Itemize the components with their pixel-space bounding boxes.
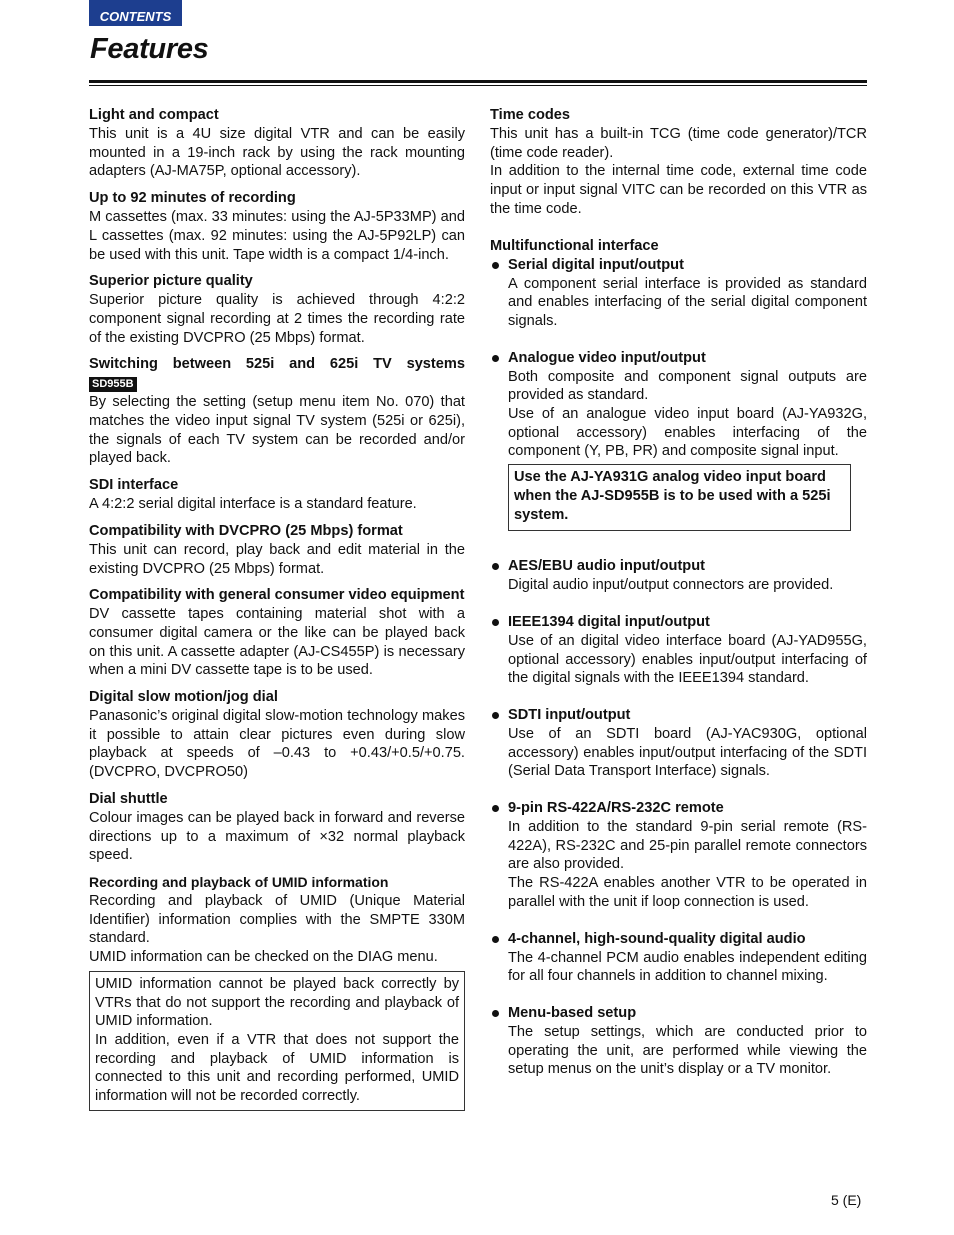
section-time-codes xyxy=(490,106,867,219)
item-heading-text: SDTI input/output xyxy=(508,706,631,723)
section-sdi-interface xyxy=(89,476,465,514)
model-badge: SD955B xyxy=(89,377,137,392)
page-number: 5 (E) xyxy=(831,1192,862,1208)
contents-button[interactable] xyxy=(89,0,182,26)
section-body: UMID information can be checked on the DIAG menu. xyxy=(89,949,438,966)
section-dvcpro-compatibility xyxy=(89,522,465,578)
item-body: Use of an analogue video input board (AJ-YA932G, optional accessory) enables interfacing of the component (Y, PB, PR) and composite signal input. xyxy=(508,406,867,460)
item-heading xyxy=(508,349,867,368)
item-rs422-remote xyxy=(490,799,867,912)
contents-label: CONTENTS xyxy=(99,9,172,24)
section-slow-motion xyxy=(89,688,465,782)
section-heading: Recording and playback of UMID information xyxy=(89,873,389,890)
section-heading: Light and compact xyxy=(89,107,219,123)
item-heading-text: 9-pin RS-422A/RS-232C remote xyxy=(508,800,724,817)
item-body: Both composite and component signal outputs are provided as standard. xyxy=(508,368,867,404)
item-body: The RS-422A enables another VTR to be operated in parallel with the unit if loop connection is used. xyxy=(508,875,867,910)
item-heading xyxy=(508,799,867,818)
item-heading xyxy=(508,706,867,725)
item-heading-text: Serial digital input/output xyxy=(508,256,684,273)
section-body: This unit has a built-in TCG (time code generator)/TCR (time code reader). xyxy=(490,126,867,161)
item-serial-digital xyxy=(490,256,867,331)
title-divider xyxy=(89,80,867,86)
item-aes-ebu xyxy=(490,557,867,595)
section-body: DV cassette tapes containing material shot with a consumer digital camera or the like can be played back on this unit. A cassette adapter (AJ-CS455P) is necessary when a mini DV cassette tape is to be used. xyxy=(89,606,465,679)
section-body: This unit can record, play back and edit material in the existing DVCPRO (25 Mbps) format. xyxy=(89,541,465,577)
item-body: A component serial interface is provided as standard and enables interfacing of the serial digital component signals. xyxy=(508,275,867,329)
bullet-icon xyxy=(492,262,499,269)
note-text: UMID information cannot be played back correctly by VTRs that do not support the recording and playback of UMID information. xyxy=(95,975,459,1030)
section-heading: Digital slow motion/jog dial xyxy=(89,689,278,706)
section-body: M cassettes (max. 33 minutes: using the AJ-5P33MP) and L cassettes (max. 92 minutes: using the AJ-5P92LP) can be used with this unit. Tape width is a compact 1/4-inch. xyxy=(89,209,465,263)
section-heading: Time codes xyxy=(490,107,571,123)
section-body: Colour images can be played back in forward and reverse directions up to a maximum of ×32 normal playback speed. xyxy=(89,809,465,864)
item-ieee1394 xyxy=(490,613,867,688)
section-heading: Compatibility with DVCPRO (25 Mbps) format xyxy=(89,522,403,539)
item-heading xyxy=(508,1004,867,1023)
section-body: By selecting the setting (setup menu item No. 070) that matches the video input signal TV system (525i or 625i), the signals of each TV system can be recorded and/or played back. xyxy=(89,394,465,467)
item-body: In addition to the standard 9-pin serial remote (RS-422A), RS-232C and 25-pin parallel remote connectors are also provided. xyxy=(508,819,867,873)
section-dial-shuttle xyxy=(89,790,465,865)
section-body: Superior picture quality is achieved through 4:2:2 component signal recording at 2 times the recording rate of the existing DVCPRO (25 Mbps) format. xyxy=(89,292,465,346)
item-4ch-audio xyxy=(490,930,867,986)
bullet-icon xyxy=(492,563,499,570)
item-menu-setup xyxy=(490,1004,867,1079)
item-body: Use of an SDTI board (AJ-YAC930G, optional accessory) enables input/output interfacing of the SDTI (Serial Data Transport Interface) signals. xyxy=(508,725,867,780)
bullet-icon xyxy=(492,712,499,719)
section-picture-quality xyxy=(89,272,465,347)
section-umid xyxy=(89,873,465,1111)
section-heading: Superior picture quality xyxy=(89,273,253,290)
item-body: The setup settings, which are conducted prior to operating the unit, are performed while viewing the setup menus on the unit’s display or a TV monitor. xyxy=(508,1023,867,1078)
section-heading: Compatibility with general consumer video equipment xyxy=(89,587,465,604)
section-multifunctional-interface xyxy=(490,237,867,1080)
item-body: Use of an digital video interface board (AJ-YAD955G, optional accessory) enables input/output interfacing of the digital signals with the IEEE1394 standard. xyxy=(508,632,867,687)
item-sdti xyxy=(490,706,867,781)
bullet-icon xyxy=(492,619,499,626)
bullet-icon xyxy=(492,1010,499,1017)
item-heading xyxy=(508,930,867,949)
section-heading: Multifunctional interface xyxy=(490,237,659,254)
section-body: A 4:2:2 serial digital interface is a standard feature. xyxy=(89,496,417,513)
item-body: Digital audio input/output connectors are provided. xyxy=(508,577,834,594)
section-light-compact xyxy=(89,106,465,181)
right-column xyxy=(490,106,867,1079)
section-body: This unit is a 4U size digital VTR and can be easily mounted in a 19-inch rack by using the rack mounting adapters (AJ-MA75P, optional accessory). xyxy=(89,126,465,180)
item-heading xyxy=(508,256,867,275)
section-body: In addition to the internal time code, external time code input or input signal VITC can be recorded on this VTR as the time code. xyxy=(490,163,867,217)
item-heading xyxy=(508,613,867,632)
item-analogue-video xyxy=(490,349,867,532)
item-heading xyxy=(508,557,867,576)
analog-board-warning: Use the AJ-YA931G analog video input board when the AJ-SD955B is to be used with a 525i system. xyxy=(508,464,851,531)
section-body: Panasonic’s original digital slow-motion technology makes it possible to attain clear pictures even during slow playback at speeds of –0.43 to +0.43/+0.5/+0.75. (DVCPRO, DVCPRO50) xyxy=(89,708,465,781)
umid-note-box xyxy=(89,971,465,1111)
item-heading-text: AES/EBU audio input/output xyxy=(508,558,705,575)
bullet-icon xyxy=(492,805,499,812)
section-consumer-compatibility xyxy=(89,586,465,680)
section-recording-time xyxy=(89,189,465,264)
section-tv-system-switching xyxy=(89,355,465,468)
item-heading-text: Analogue video input/output xyxy=(508,349,706,366)
bullet-icon xyxy=(492,936,499,943)
page-title: Features xyxy=(90,33,209,65)
section-heading: SDI interface xyxy=(89,477,179,494)
item-body: The 4-channel PCM audio enables independent editing for all four channels in addition to channel mixing. xyxy=(508,949,867,985)
section-body: Recording and playback of UMID (Unique Material Identifier) information complies with the SMPTE 330M standard. xyxy=(89,892,465,947)
section-heading: Switching between 525i and 625i TV systems xyxy=(89,356,465,373)
item-heading-text: IEEE1394 digital input/output xyxy=(508,613,710,630)
bullet-icon xyxy=(492,355,499,362)
item-heading-text: Menu-based setup xyxy=(508,1004,637,1021)
item-heading-text: 4-channel, high-sound-quality digital audio xyxy=(508,930,806,947)
left-column xyxy=(89,106,465,1119)
note-text: In addition, even if a VTR that does not support the recording and playback of UMID information is connected to this unit and recording performed, UMID information will not be recorded correctly. xyxy=(95,1031,459,1105)
section-heading: Dial shuttle xyxy=(89,790,168,807)
section-heading: Up to 92 minutes of recording xyxy=(89,190,296,207)
